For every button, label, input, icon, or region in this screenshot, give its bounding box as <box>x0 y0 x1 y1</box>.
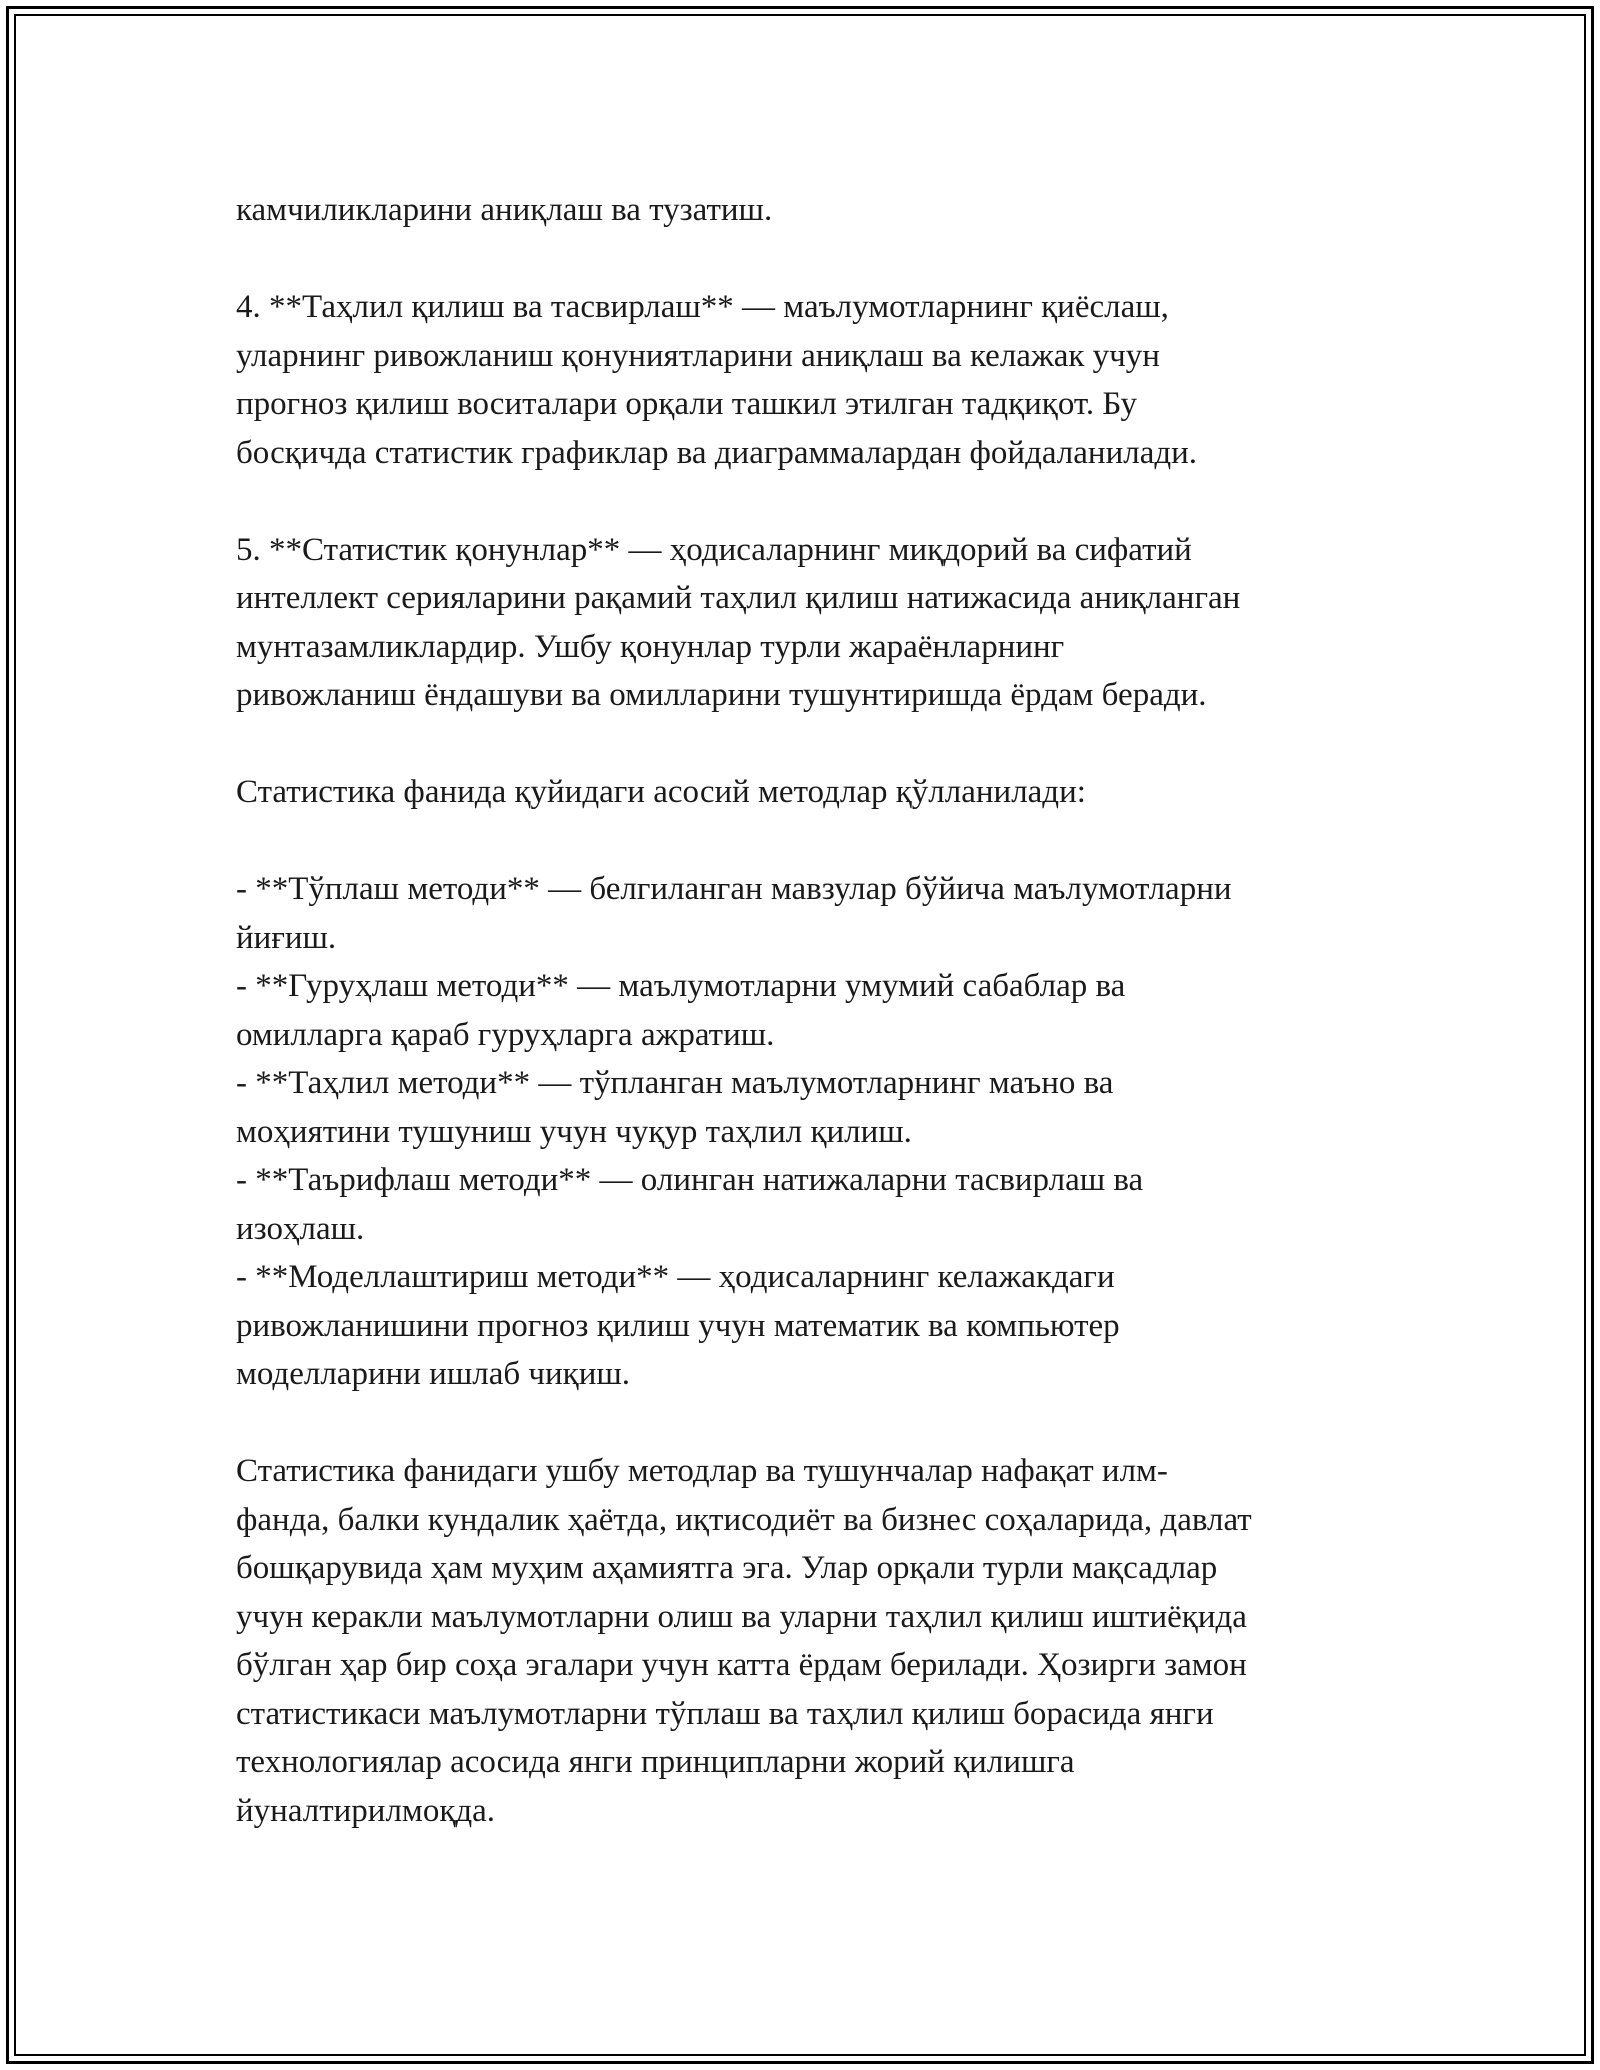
text-line: бошқарувида ҳам муҳим аҳамиятга эга. Улар орқали турли мақсадлар <box>236 1550 1218 1586</box>
paragraph-gap <box>236 720 1386 769</box>
text-line: интеллект серияларини рақамий таҳлил қилиш натижасида аниқланган <box>236 580 1241 616</box>
text-line: камчиликларини аниқлаш ва тузатиш. <box>236 192 773 228</box>
text-line: 5. **Статистик қонунлар** — ҳодисаларнинг миқдорий ва сифатий <box>236 531 1192 568</box>
text-line: технологиялар асосида янги принципларни жорий қилишга <box>236 1744 1075 1780</box>
list-item-line: - **Таърифлаш методи** — олинган натижаларни тасвирлаш ва <box>236 1162 1144 1198</box>
paragraph-gap <box>236 1399 1386 1448</box>
list-item-line: ривожланишини прогноз қилиш учун математик ва компьютер <box>236 1307 1120 1344</box>
text-line: прогноз қилиш воситалари орқали ташкил этилган тадқиқот. Бу <box>236 386 1137 422</box>
text-line: фанда, балки кундалик ҳаётда, иқтисодиёт ва бизнес соҳаларида, давлат <box>236 1501 1252 1538</box>
text-line: статистикаси маълумотларни тўплаш ва таҳлил қилиш борасида янги <box>236 1695 1214 1732</box>
text-line: Статистика фанида қуйидаги асосий методлар қўлланилади: <box>236 774 1086 810</box>
list-item-line: - **Гуруҳлаш методи** — маълумотларни умумий сабаблар ва <box>236 968 1126 1004</box>
paragraph-gap <box>236 817 1386 866</box>
list-item-line: - **Тўплаш методи** — белгиланган мавзулар бўйича маълумотларни <box>236 871 1232 907</box>
text-line: уларнинг ривожланиш қонуниятларини аниқлаш ва келажак учун <box>236 337 1160 374</box>
list-item-line: изоҳлаш. <box>236 1210 365 1247</box>
text-line: 4. **Таҳлил қилиш ва тасвирлаш** — маълумотларнинг қиёслаш, <box>236 289 1169 325</box>
list-item-line: омилларга қараб гуруҳларга ажратиш. <box>236 1016 775 1053</box>
list-item-line: йиғиш. <box>236 919 337 956</box>
list-item-line: - **Моделлаштириш методи** — ҳодисаларнинг келажакдаги <box>236 1259 1115 1295</box>
text-line: бўлган ҳар бир соҳа эгалари учун катта ёрдам берилади. Ҳозирги замон <box>236 1647 1247 1683</box>
text-line: йуналтирилмоқда. <box>236 1792 496 1829</box>
list-item-line: моҳиятини тушуниш учун чуқур таҳлил қилиш. <box>236 1113 912 1150</box>
text-line: ривожланиш ёндашуви ва омилларини тушунтиришда ёрдам беради. <box>236 677 1207 713</box>
document-body <box>236 186 1386 1835</box>
paragraph-gap <box>236 235 1386 284</box>
text-line: мунтазамликлардир. Ушбу қонунлар турли жараёнларнинг <box>236 628 1065 665</box>
text-line: Статистика фанидаги ушбу методлар ва тушунчалар нафақат илм- <box>236 1453 1168 1489</box>
paragraph-gap <box>236 477 1386 526</box>
text-line: босқичда статистик графиклар ва диаграммалардан фойдаланилади. <box>236 434 1198 471</box>
list-item-line: - **Таҳлил методи** — тўпланган маълумотларнинг маъно ва <box>236 1065 1114 1101</box>
list-item-line: моделларини ишлаб чиқиш. <box>236 1356 631 1392</box>
text-line: учун керакли маълумотларни олиш ва уларни таҳлил қилиш иштиёқида <box>236 1598 1247 1635</box>
